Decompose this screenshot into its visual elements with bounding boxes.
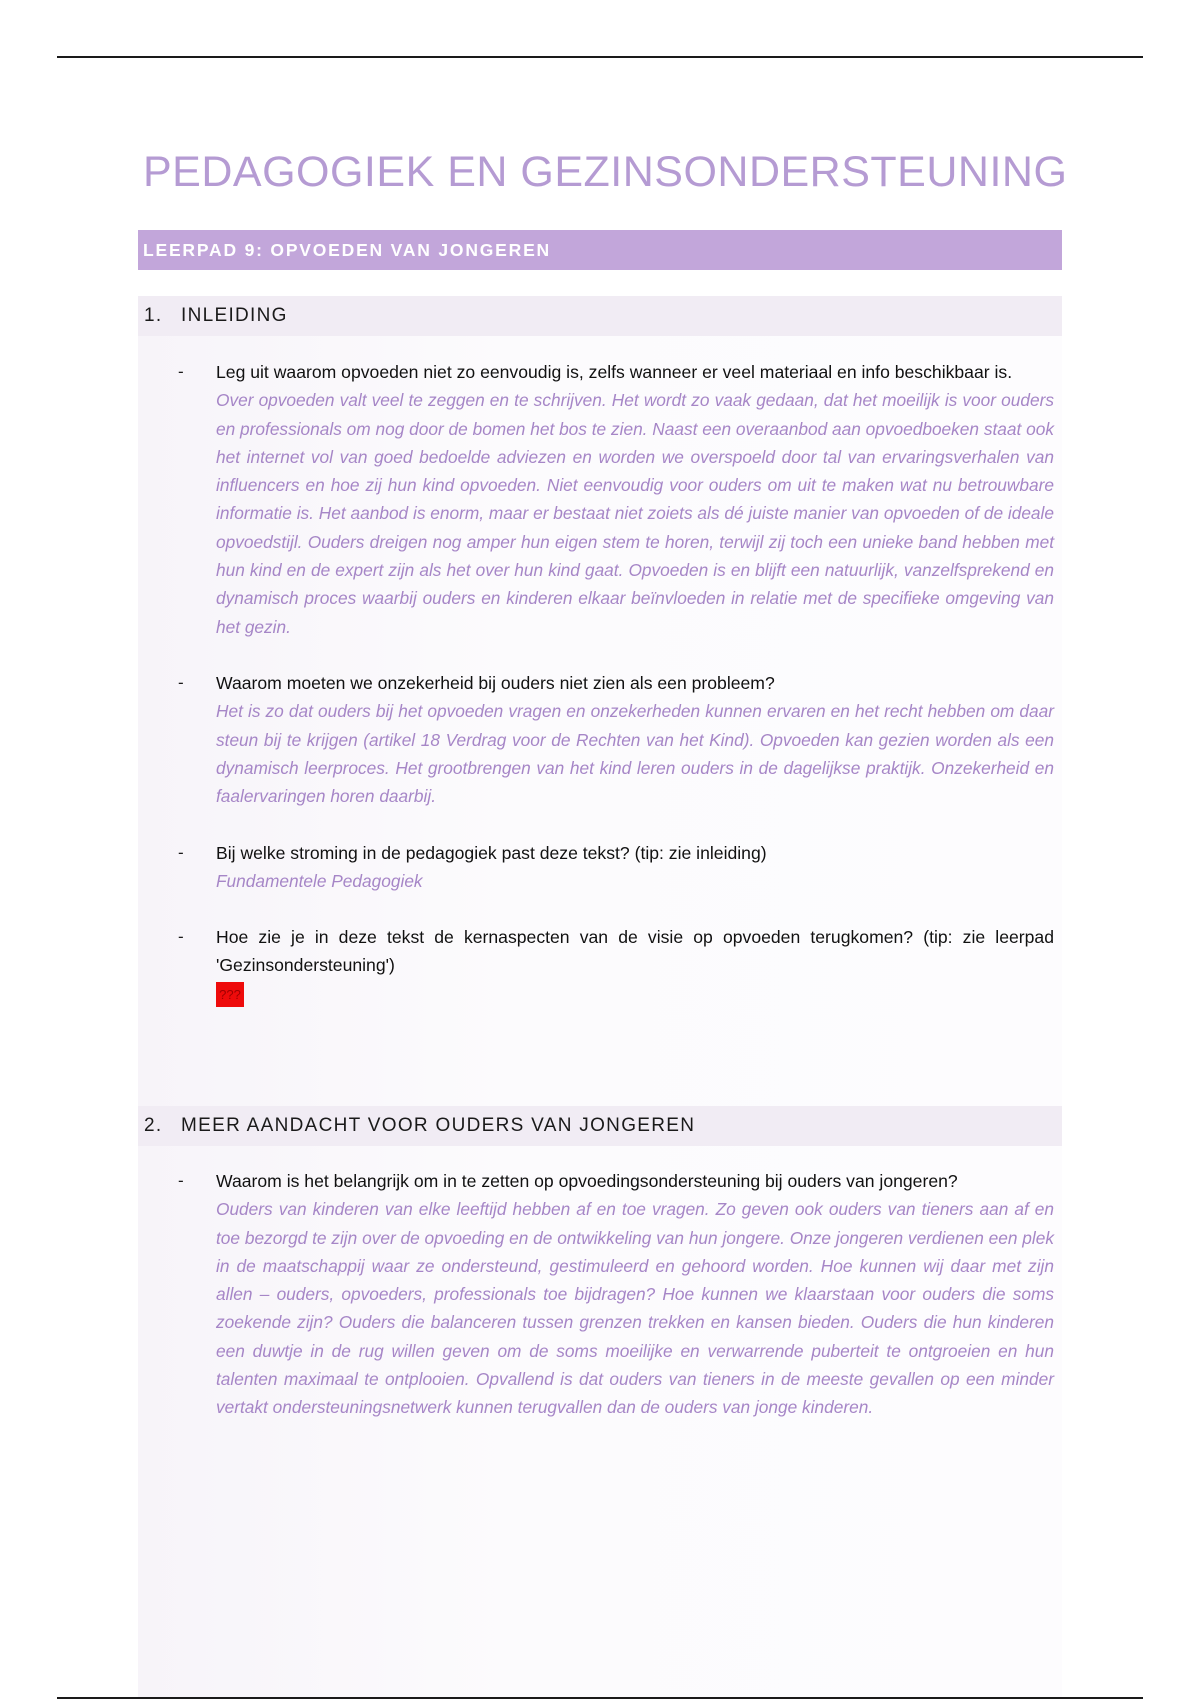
question-item: [178, 669, 1054, 810]
question-text: Bij welke stroming in de pedagogiek past deze tekst? (tip: zie inleiding): [216, 843, 767, 863]
leerpad-heading: LEERPAD 9: OPVOEDEN VAN JONGEREN: [138, 230, 1062, 270]
answer-text: Het is zo dat ouders bij het opvoeden vragen en onzekerheden kunnen ervaren en het recht hebben om daar steun bij te krijgen (artikel 18 Verdrag voor de Rechten van het Kind). Opvoeden kan gezien worden als een dynamisch leerproces. Het grootbrengen van het kind leren ouders in de dagelijkse praktijk. Onzekerheid en faalervaringen horen daarbij.: [216, 701, 1054, 807]
bottom-rule: [57, 1697, 1143, 1699]
bullet-dash: -: [178, 1171, 184, 1190]
question-item: [178, 923, 1054, 1007]
bullet-dash: -: [178, 362, 184, 381]
section-title: MEER AANDACHT VOOR OUDERS VAN JONGEREN: [181, 1115, 696, 1136]
question-text: Hoe zie je in deze tekst de kernaspecten van de visie op opvoeden terugkomen? (tip: zie leerpad 'Gezinsondersteuning'): [216, 927, 1054, 976]
top-rule: [57, 56, 1143, 58]
question-text: Waarom is het belangrijk om in te zetten op opvoedingsondersteuning bij ouders van jongeren?: [216, 1171, 958, 1191]
answer-text: Ouders van kinderen van elke leeftijd hebben af en toe vragen. Zo geven ook ouders van tieners aan af en toe bezorgd te zijn over de opvoeding en de ontwikkeling van hun jongere. Onze jongeren verdienen een plek in de maatschappij waar ze ondersteund, gestimuleerd en gehoord worden. Hoe kunnen wij daar met zijn allen – ouders, opvoeders, professionals toe bijdragen? Hoe kunnen we klaarstaan voor ouders die soms zoekende zijn? Ouders die balanceren tussen grenzen trekken en kansen bieden. Ouders die hun kinderen een duwtje in de rug willen geven om de soms moeilijke en verwarrende puberteit te ontgroeien en hun talenten maximaal te ontplooien. Opvallend is dat ouders van tieners in de meeste gevallen op een minder vertakt ondersteuningsnetwerk kunnen terugvallen dan de ouders van jonge kinderen.: [216, 1199, 1054, 1418]
section-heading-ouders-van-jongeren: [138, 1106, 1062, 1146]
document-title: PEDAGOGIEK EN GEZINSONDERSTEUNING: [143, 148, 1068, 196]
section-number: 2.: [144, 1115, 163, 1136]
bullet-dash: -: [178, 673, 184, 692]
section-title: INLEIDING: [181, 305, 288, 326]
question-text: Leg uit waarom opvoeden niet zo eenvoudig is, zelfs wanneer er veel materiaal en info beschikbaar is.: [216, 362, 1013, 382]
question-text: Waarom moeten we onzekerheid bij ouders niet zien als een probleem?: [216, 673, 775, 693]
question-item: [178, 358, 1054, 641]
bullet-dash: -: [178, 843, 184, 862]
answer-text: Fundamentele Pedagogiek: [216, 871, 423, 892]
missing-answer-marker: ???: [216, 982, 244, 1007]
section-number: 1.: [144, 305, 163, 326]
section-heading-inleiding: [138, 296, 1062, 336]
question-item: [178, 1167, 1054, 1422]
question-item: [178, 839, 1054, 896]
answer-text: Over opvoeden valt veel te zeggen en te schrijven. Het wordt zo vaak gedaan, dat het moeilijk is voor ouders en professionals om nog door de bomen het bos te zien. Naast een overaanbod aan opvoedboeken staat ook het internet vol van goed bedoelde adviezen en worden we overspoeld door tal van ervaringsverhalen van influencers en hoe zij hun kind opvoeden. Niet eenvoudig voor ouders om uit te maken wat nu betrouwbare informatie is. Het aanbod is enorm, maar er bestaat niet zoiets als dé juiste manier van opvoeden of de ideale opvoedstijl. Ouders dreigen nog amper hun eigen stem te horen, terwijl zij toch een unieke band hebben met hun kind en de expert zijn als het over hun kind gaat. Opvoeden is en blijft een natuurlijk, vanzelfsprekend en dynamisch proces waarbij ouders en kinderen elkaar beïnvloeden in relatie met de specifieke omgeving van het gezin.: [216, 390, 1054, 637]
bullet-dash: -: [178, 927, 184, 946]
